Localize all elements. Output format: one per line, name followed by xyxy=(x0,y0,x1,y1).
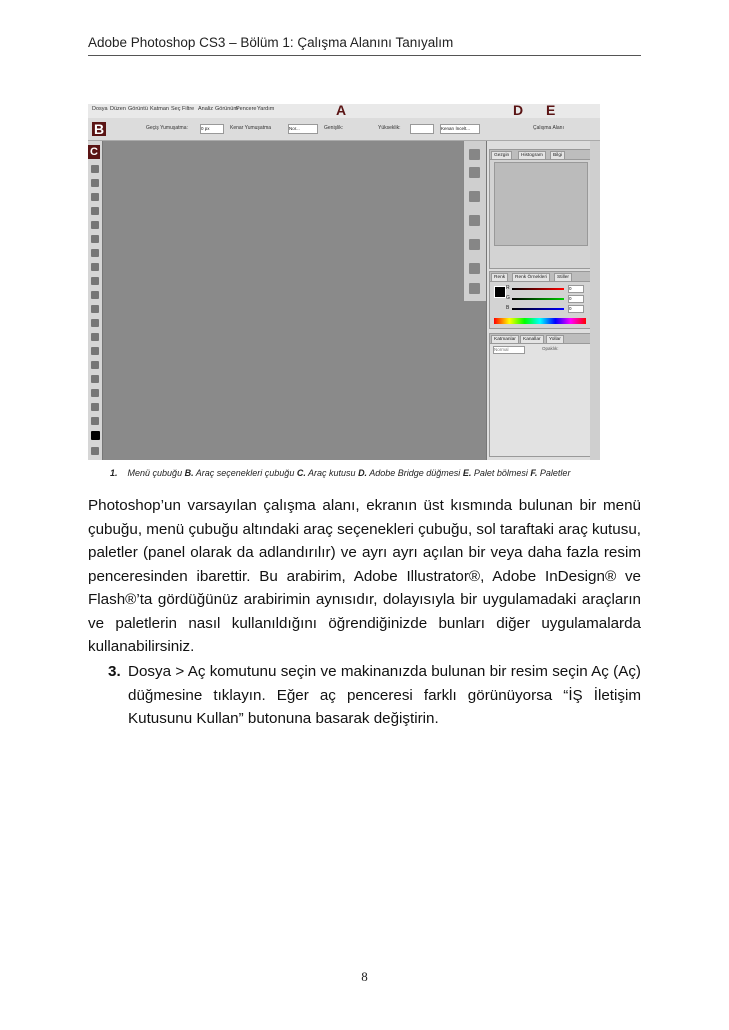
tab-paths[interactable]: Yollar xyxy=(546,335,564,343)
dodge-tool-icon[interactable] xyxy=(91,347,99,355)
navigator-preview xyxy=(494,162,588,246)
caption-letter: F. xyxy=(530,468,538,478)
menu-item[interactable]: Dosya xyxy=(92,106,108,112)
palette-tabs xyxy=(490,334,590,344)
tab-styles[interactable]: Stiller xyxy=(554,273,572,281)
callout-c: C xyxy=(90,146,98,158)
eyedropper-tool-icon[interactable] xyxy=(91,417,99,425)
eraser-tool-icon[interactable] xyxy=(91,305,99,313)
height-input[interactable] xyxy=(410,124,434,134)
caption-options: Araç seçenekleri çubuğu xyxy=(195,468,295,478)
figure-caption xyxy=(110,468,570,478)
header-title: Adobe Photoshop CS3 – Bölüm 1: Çalışma Alanını Tanıyalım xyxy=(88,35,454,50)
menu-item[interactable]: Pencere xyxy=(236,106,257,112)
caption-letter: B. xyxy=(184,468,194,478)
menu-item[interactable]: Görünüm xyxy=(215,106,238,112)
navigator-palette xyxy=(489,149,591,269)
page-header xyxy=(88,26,641,56)
workspace-button[interactable]: Çalışma Alanı xyxy=(533,125,564,131)
tab-histogram[interactable]: Histogram xyxy=(518,151,546,159)
slider-value[interactable]: 0 xyxy=(568,305,584,313)
dock-icon[interactable] xyxy=(469,283,480,294)
gradient-tool-icon[interactable] xyxy=(91,319,99,327)
type-tool-icon[interactable] xyxy=(91,375,99,383)
photoshop-screenshot xyxy=(88,104,600,460)
menu-item[interactable]: Filtre xyxy=(182,106,195,112)
dock-icon[interactable] xyxy=(469,263,480,274)
antialias-checkbox[interactable]: Kenar Yumuşatma xyxy=(230,125,272,131)
tab-navigator[interactable]: Gezgin xyxy=(491,151,512,159)
menu-item[interactable]: Yardım xyxy=(257,106,275,112)
menu-item[interactable]: Seç xyxy=(171,106,181,112)
caption-letter: E. xyxy=(462,468,472,478)
menu-item[interactable]: Düzen xyxy=(110,106,126,112)
tab-layers[interactable]: Katmanlar xyxy=(491,335,519,343)
callout-d: D xyxy=(513,104,524,118)
dock-icon[interactable] xyxy=(469,149,480,160)
shape-tool-icon[interactable] xyxy=(91,403,99,411)
feather-input[interactable]: 0 px xyxy=(200,124,224,134)
body-paragraph: Photoshop’un varsayılan çalışma alanı, ekranın üst kısmında bulunan bir menü çubuğu, menü çubuğu altındaki araç seçenekleri çubuğu, sol taraftaki araç kutusu, paletler (panel olarak da adlandırılır) ve ayrı ayrı açılan bir veya daha fazla resim penceresinden ibarettir. Bu arabirim, Adobe Illustrator®, Adobe InDesign® ve Flash®’ta gördüğünüz arabirimin aynısıdır, dolayısıyla bir uygulamadaki araçların ve paletlerin nasıl kullanıldığını öğrendiğinizde bunları diğer uygulamalarda kullanabilirsiniz. xyxy=(88,497,641,655)
slider-label: B xyxy=(506,305,510,311)
header-rule xyxy=(88,55,641,56)
caption-dock: Palet bölmesi xyxy=(473,468,528,478)
blur-tool-icon[interactable] xyxy=(91,333,99,341)
layers-palette xyxy=(489,333,591,457)
options-bar xyxy=(88,118,600,141)
slice-tool-icon[interactable] xyxy=(91,235,99,243)
palette-dock xyxy=(463,141,486,301)
history-brush-icon[interactable] xyxy=(91,291,99,299)
blue-slider[interactable] xyxy=(512,308,564,310)
healing-tool-icon[interactable] xyxy=(91,249,99,257)
feather-label: Geçiş Yumuşatma: xyxy=(146,125,188,131)
dock-icon[interactable] xyxy=(469,239,480,250)
toolbox xyxy=(88,141,103,460)
color-palette xyxy=(489,271,591,329)
path-selection-icon[interactable] xyxy=(91,389,99,397)
caption-number: 1. xyxy=(110,468,118,478)
slider-value[interactable]: 0 xyxy=(568,285,584,293)
height-label: Yükseklik: xyxy=(378,125,401,131)
menu-item[interactable]: Görüntü xyxy=(128,106,148,112)
palette-scrollbar[interactable] xyxy=(590,141,600,460)
step-text: Dosya > Aç komutunu seçin ve makinanızda bulunan bir resim seçin Aç (Aç) düğmesine tıklayın. Eğer aç penceresi farklı görünüyorsa “İŞ İletişim Kutusunu Kullan” butonuna basarak değiştirin. xyxy=(128,663,641,727)
caption-palettes: Paletler xyxy=(539,468,571,478)
blend-mode-select[interactable]: Normal xyxy=(493,346,525,354)
foreground-swatch[interactable] xyxy=(494,286,506,298)
tab-channels[interactable]: Kanallar xyxy=(520,335,544,343)
palettes-panel xyxy=(486,141,591,460)
foreground-color-icon[interactable] xyxy=(91,431,100,440)
callout-e: E xyxy=(546,104,556,118)
tab-info[interactable]: Bilgi xyxy=(550,151,565,159)
caption-letter: D. xyxy=(358,468,368,478)
pen-tool-icon[interactable] xyxy=(91,361,99,369)
lasso-tool-icon[interactable] xyxy=(91,193,99,201)
caption-bridge: Adobe Bridge düğmesi xyxy=(369,468,461,478)
quick-mask-icon[interactable] xyxy=(91,447,99,455)
callout-a: A xyxy=(336,104,347,118)
green-slider[interactable] xyxy=(512,298,564,300)
color-spectrum[interactable] xyxy=(494,318,586,324)
menu-item[interactable]: Katman xyxy=(150,106,169,112)
dock-icon[interactable] xyxy=(469,215,480,226)
crop-tool-icon[interactable] xyxy=(91,221,99,229)
brush-tool-icon[interactable] xyxy=(91,263,99,271)
marquee-tool-icon[interactable] xyxy=(91,179,99,187)
dock-icon[interactable] xyxy=(469,167,480,178)
style-select[interactable]: Nor... xyxy=(288,124,318,134)
step-number: 3. xyxy=(108,663,121,680)
slider-value[interactable]: 0 xyxy=(568,295,584,303)
menu-item[interactable]: Analiz xyxy=(198,106,213,112)
slider-label: G xyxy=(506,295,510,301)
caption-letter: C. xyxy=(296,468,306,478)
palette-tabs xyxy=(490,150,590,160)
work-area xyxy=(103,141,463,460)
refine-edge-button[interactable]: Kenarı İncelt... xyxy=(440,124,480,134)
width-label: Genişlik: xyxy=(324,125,344,131)
red-slider[interactable] xyxy=(512,288,564,290)
caption-menu: Menü çubuğu xyxy=(127,468,183,478)
opacity-label: Opaklık: xyxy=(542,346,559,351)
callout-b: B xyxy=(94,121,105,137)
magic-wand-tool-icon[interactable] xyxy=(91,207,99,215)
tab-swatches[interactable]: Renk Örnekleri xyxy=(512,273,550,281)
dock-icon[interactable] xyxy=(469,191,480,202)
move-tool-icon[interactable] xyxy=(91,165,99,173)
caption-toolbox: Araç kutusu xyxy=(308,468,356,478)
page-number: 8 xyxy=(361,969,368,984)
slider-label: R xyxy=(506,285,510,291)
palette-tabs xyxy=(490,272,590,282)
clone-tool-icon[interactable] xyxy=(91,277,99,285)
tab-color[interactable]: Renk xyxy=(491,273,508,281)
